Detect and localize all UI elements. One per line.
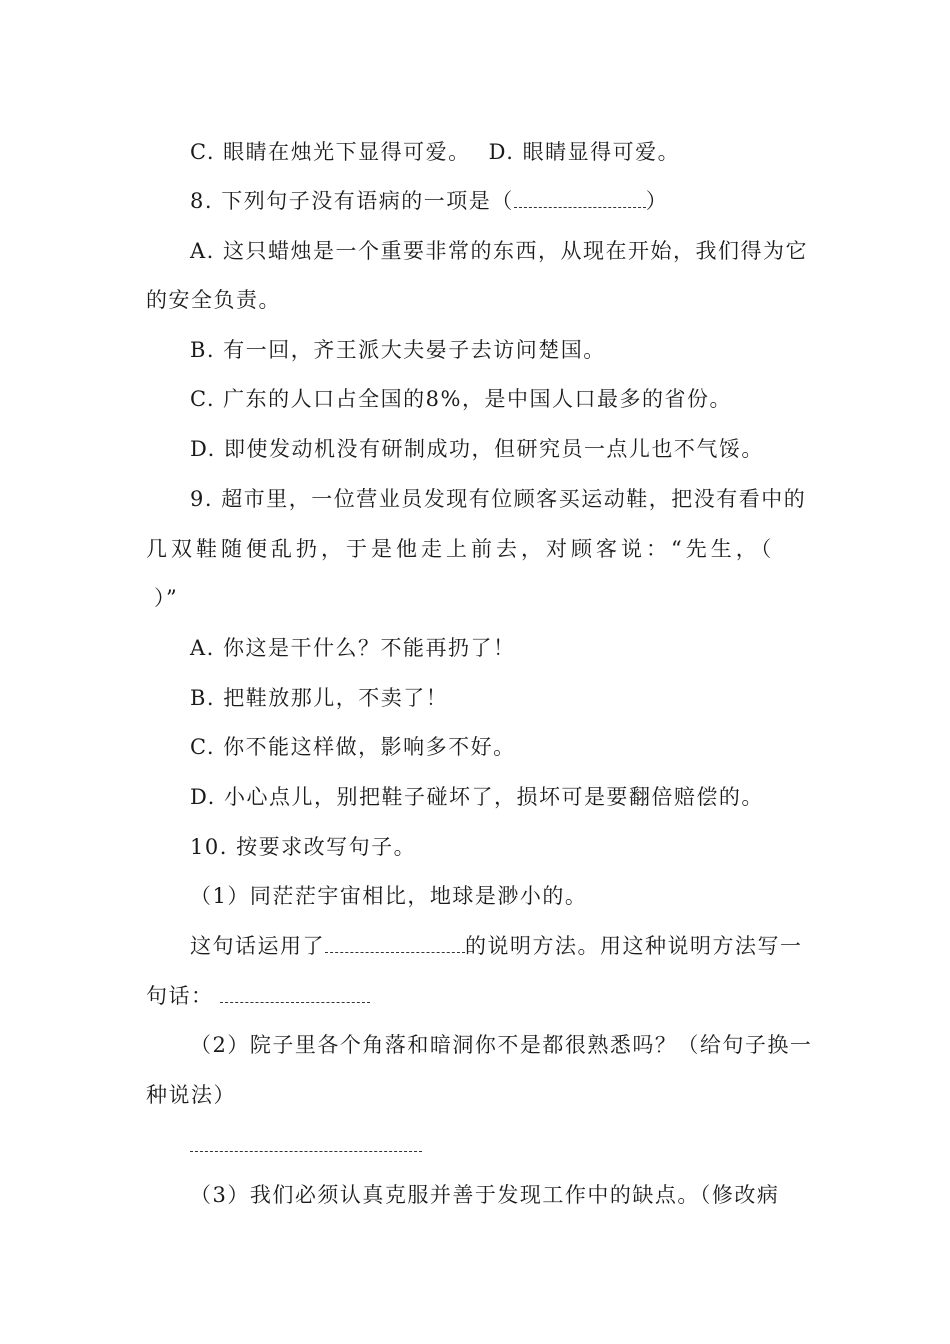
q8-option-d: D. 即使发动机没有研制成功，但研究员一点儿也不气馁。: [190, 437, 764, 461]
q9-stem-line3: ）”: [154, 586, 179, 610]
q7-option-d: D. 眼睛显得可爱。: [488, 140, 681, 164]
q10-part1-sentence: 句话：: [146, 981, 370, 1011]
q9-option-c: C. 你不能这样做，影响多不好。: [190, 735, 516, 759]
q9-stem-line2: 几双鞋随便乱扔，于是他走上前去，对顾客说：“先生，（: [146, 537, 776, 561]
q8-option-b: B. 有一回，齐王派大夫晏子去访问楚国。: [190, 338, 606, 362]
q7-options-cd: [190, 137, 680, 167]
q9-option-a: A. 你这是干什么？不能再扔了！: [190, 636, 516, 660]
q8-option-a-line2: 的安全负责。: [146, 288, 281, 312]
answer-blank[interactable]: [190, 1133, 422, 1152]
q8-option-c: C. 广东的人口占全国的8%，是中国人口最多的省份。: [190, 387, 732, 411]
answer-blank[interactable]: [514, 189, 646, 208]
q9-option-d: D. 小心点儿，别把鞋子碰坏了，损坏可是要翻倍赔偿的。: [190, 785, 764, 809]
q9-option-b: B. 把鞋放那儿，不卖了！: [190, 686, 449, 710]
q10-part3: （3）我们必须认真克服并善于发现工作中的缺点。（修改病: [190, 1183, 780, 1207]
q9-stem-line1: 9. 超市里，一位营业员发现有位顾客买运动鞋，把没有看中的: [190, 487, 807, 511]
q10-part1-fill: 这句话运用了 的说明方法。用这种说明方法写一: [190, 934, 803, 958]
answer-blank[interactable]: [220, 984, 370, 1003]
q10-part1: （1）同茫茫宇宙相比，地球是渺小的。: [190, 884, 588, 908]
q10-part2-answer: [190, 1130, 422, 1160]
q10-part2-line1: （2）院子里各个角落和暗洞你不是都很熟悉吗？（给句子换一: [190, 1033, 813, 1057]
answer-blank[interactable]: [325, 934, 465, 953]
q10-part2-line2: 种说法）: [146, 1083, 236, 1107]
q7-option-c: C. 眼睛在烛光下显得可爱。: [190, 140, 471, 164]
q8-stem: 8. 下列句子没有语病的一项是（ ）: [190, 189, 669, 213]
q10-stem: 10. 按要求改写句子。: [190, 835, 417, 859]
q8-option-a-line1: A. 这只蜡烛是一个重要非常的东西，从现在开始，我们得为它: [190, 239, 809, 263]
